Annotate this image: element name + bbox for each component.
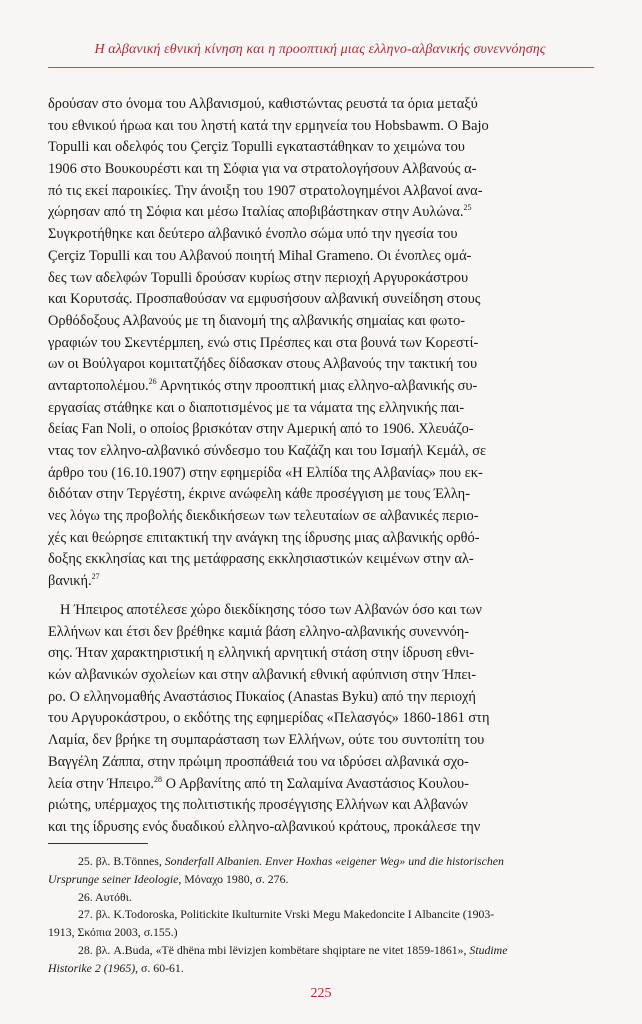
text-line: άρθρο του (16.10.1907) στην εφημερίδα «Η Ελπίδα της Αλβανίας» που εκ- bbox=[48, 464, 483, 481]
text-line: ρο. Ο ελληνομαθής Αναστάσιος Πυκαίος (Anastas Byku) από την περιοχή bbox=[48, 688, 476, 705]
text-line: δοξης εκκλησίας και της μετάφρασης εκκλησιαστικών κειμένων στην αλ- bbox=[48, 551, 474, 568]
footnote-28 bbox=[48, 942, 580, 960]
text-line: ων οι Βούλγαροι κομιτατζήδες δίδασκαν στους Αλβανούς την τακτική του bbox=[48, 356, 478, 373]
text-line-tail: Ο Αρβανίτης από τη Σαλαμίνα Αναστάσιος Κουλου- bbox=[161, 775, 469, 792]
text-line: πό τις εκεί παροικίες. Την άνοιξη του 1907 στρατολογημένοι Αλβανοί ανα- bbox=[48, 182, 483, 199]
footnote-ref-28: 28 bbox=[153, 774, 162, 784]
text-line: λεία στην Ήπειρο. bbox=[48, 775, 154, 792]
text-line-tail: Αρνητικός στην προοπτική μιας ελληνο-αλβανικής συ- bbox=[156, 377, 478, 394]
text-line: Ορθόδοξους Αλβανούς με τη διανομή της αλβανικής σημαίας και φωτο- bbox=[48, 312, 466, 329]
text-line: δρούσαν στο όνομα του Αλβανισμού, καθιστώντας ρευστά τα όρια μεταξύ bbox=[48, 96, 478, 112]
footnotes bbox=[48, 853, 580, 978]
text-line: ανταρτοπολέμου. bbox=[48, 377, 149, 394]
text-line: Συγκροτήθηκε και δεύτερο αλβανικό ένοπλο σώμα υπό την ηγεσία του bbox=[48, 226, 458, 243]
footnote-ref-25: 25 bbox=[463, 203, 472, 213]
text-line: κών αλβανικών σχολείων και στην αλβανική εθνική αφύπνιση στην Ήπει- bbox=[48, 667, 477, 684]
paragraph-2 bbox=[48, 600, 578, 839]
text-line: του Αργυροκάστρου, ο εκδότης της εφημερίδας «Πελασγός» 1860-1861 στη bbox=[48, 710, 490, 727]
footnote-25 bbox=[48, 853, 580, 871]
footnote-ref-26: 26 bbox=[148, 377, 157, 387]
text-line: και της ίδρυσης ενός δυαδικού ελληνο-αλβανικού κράτους, προκάλεσε την bbox=[48, 818, 481, 835]
text-line: δες των αδελφών Topulli δρούσαν κυρίως στην περιοχή Αργυροκάστρου bbox=[48, 269, 469, 286]
footnote-27-cont: 1913, Σκόπια 2003, σ.155.) bbox=[48, 925, 178, 940]
text-line: νες λόγω της προβολής διεκδικήσεων των τελευταίων σε αλβανικές περιο- bbox=[48, 508, 479, 525]
text-line: διδόταν στην Τεργέστη, έκρινε ανώφελη κάθε προσέγγιση με τους Έλλη- bbox=[48, 486, 470, 503]
footnote-title: Studime bbox=[469, 942, 508, 957]
text-line: χώρησαν από τη Σόφια και μέσω Ιταλίας αποβιβάστηκαν στην Αυλώνα. bbox=[48, 204, 464, 221]
footnote-title: Historike 2 (1965) bbox=[48, 960, 136, 975]
footnote-text: 25. βλ. B.Tönnes, bbox=[78, 854, 165, 868]
text-line: δείας Fan Noli, ο οποίος βρισκόταν στην Αμερική από το 1906. Χλευάζο- bbox=[48, 421, 474, 438]
footnote-rule bbox=[48, 843, 148, 844]
page-number: 225 bbox=[310, 986, 332, 1001]
text-line: Βαγγέλη Ζάππα, στην πρώιμη προσπάθειά του να ιδρύσει αλβανικά σχο- bbox=[48, 753, 469, 770]
footnote-28-cont bbox=[48, 960, 580, 978]
footnote-text: , σ. 60-61. bbox=[135, 960, 184, 975]
footnote-text: 28. βλ. A.Buda, «Të dhëna mbi lëvizjen kombëtare shqiptare ne vitet 1859-1861», bbox=[78, 942, 470, 957]
running-header: Η αλβανική εθνική κίνηση και η προοπτική μιας ελληνο-αλβανικής συνεννόησης bbox=[94, 42, 546, 57]
footnote-25-cont bbox=[48, 871, 580, 889]
text-line: Λαμία, δεν βρήκε τη συμπαράσταση των Ελλήνων, ούτε του συντοπίτη του bbox=[48, 732, 485, 749]
text-line: και Κορυτσάς. Προσπαθούσαν να εμφυσήσουν αλβανική συνείδηση στους bbox=[48, 291, 481, 308]
header-rule bbox=[48, 67, 594, 68]
text-line: Topulli και οδελφός του Çerçiz Topulli εγκαταστάθηκαν το χειμώνα του bbox=[48, 139, 465, 156]
footnote-title: Sonderfall Albanien. Enver Hoxhas «eigener Weg» und die historischen bbox=[164, 854, 504, 868]
footnote-text: , Μόναχο 1980, σ. 276. bbox=[178, 871, 289, 886]
text-line: βανική. bbox=[48, 573, 92, 590]
text-line: ριώτης, υπέρμαχος της πολιτιστικής προσέγγισης Ελλήνων και Αλβανών bbox=[48, 797, 468, 814]
text-line: χές και θεώρησε επιτακτική την ανάγκη της ίδρυσης μιας αλβανικής ορθό- bbox=[48, 529, 480, 546]
text-line: εργασίας στάθηκε και ο διαποτισμένος με τα νάματα της ελληνικής παι- bbox=[48, 399, 465, 416]
paragraph-1 bbox=[48, 94, 578, 593]
footnote-27: 27. βλ. K.Todoroska, Politickite Ikulturnite Vrski Megu Makedoncite I Albancite (1903- bbox=[78, 907, 495, 922]
text-line: ντας τον ελληνο-αλβανικό σύνδεσμο του Καζάζη και του Ισμαήλ Κεμάλ, σε bbox=[48, 443, 487, 459]
text-line: Ελλήνων και έτσι δεν βρέθηκε καμιά βάση ελληνο-αλβανικής συνεννόη- bbox=[48, 623, 470, 640]
text-line: Çerçiz Topulli και του Αλβανού ποιητή Mihal Grameno. Οι ένοπλες ομά- bbox=[48, 247, 472, 264]
text-line: σης. Ήταν χαρακτηριστική η ελληνική αρνητική στάση στην ίδρυση εθνι- bbox=[48, 645, 475, 662]
text-line: του εθνικού ήρωα και του ληστή κατά την ερμηνεία του Hobsbawm. O Bajo bbox=[48, 117, 489, 134]
text-line: 1906 στο Βουκουρέστι και τη Σόφια για να στρατολογήσουν Αλβανούς α- bbox=[48, 161, 477, 178]
text-line: Η Ήπειρος αποτέλεσε χώρο διεκδίκησης τόσο των Αλβανών όσο και των bbox=[60, 602, 482, 618]
text-line: γραφιών του Σκεντέρμπεη, ενώ στις Πρέσπες και στα βουνά των Κορεστί- bbox=[48, 334, 479, 351]
text-line-with-ref bbox=[48, 774, 578, 796]
text-line-with-ref bbox=[48, 571, 578, 593]
footnote-title: Ursprunge seiner Ideologie bbox=[48, 871, 179, 886]
footnote-26: 26. Αυτόθι. bbox=[78, 889, 132, 904]
text-line-with-ref bbox=[48, 376, 578, 398]
footnote-ref-27: 27 bbox=[91, 572, 100, 582]
text-line-with-ref bbox=[48, 202, 578, 224]
